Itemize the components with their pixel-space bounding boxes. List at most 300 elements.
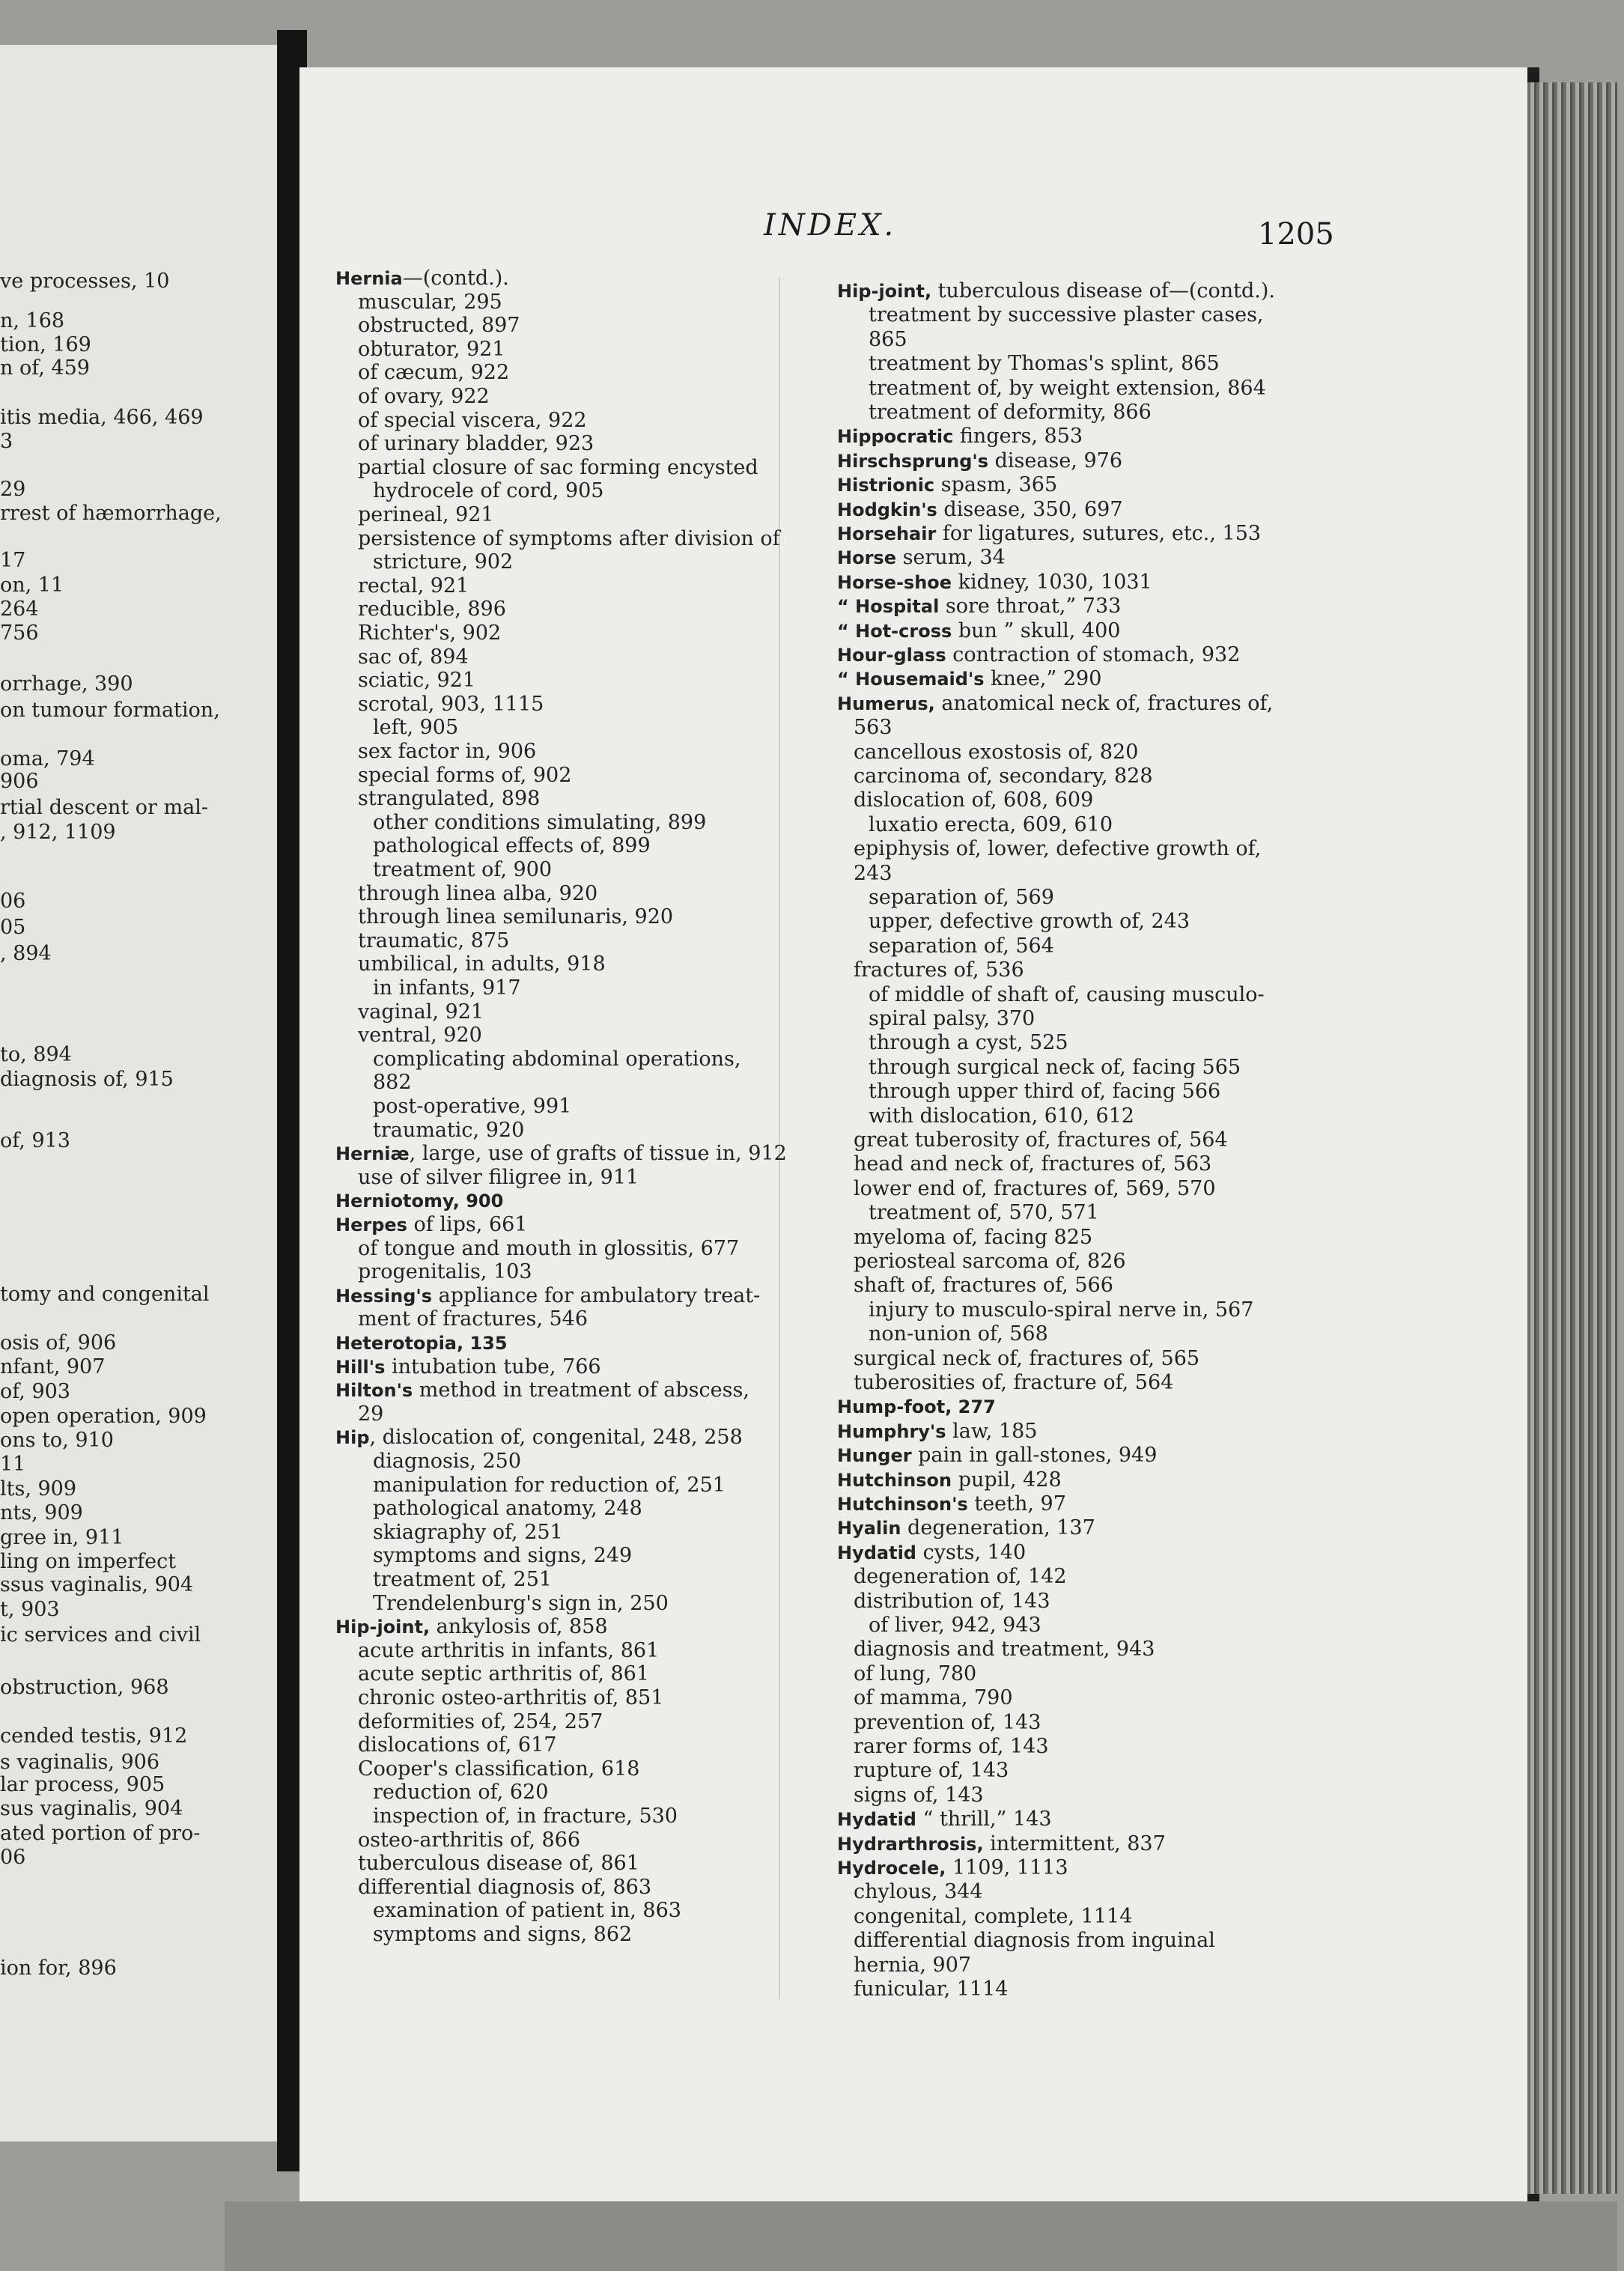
- index-subentry: [869, 1106, 1134, 1126]
- entry-text: pain in gall-stones, 949: [911, 1444, 1158, 1468]
- index-subentry: [854, 1712, 1041, 1733]
- entry-text: separation of, 564: [869, 934, 1054, 958]
- entry-text: perineal, 921: [358, 503, 494, 526]
- index-subentry: [358, 362, 509, 383]
- index-subentry: [869, 1009, 1035, 1029]
- left-page-line: ve processes, 10: [0, 270, 170, 293]
- entry-text: head and neck of, fractures of, 563: [854, 1152, 1212, 1176]
- index-subentry: [358, 410, 587, 431]
- entry-text: obturator, 921: [358, 337, 505, 361]
- index-headword-entry: [837, 669, 1101, 689]
- entry-text: sac of, 894: [358, 645, 469, 669]
- index-subentry: [869, 1615, 1041, 1635]
- entry-text: rarer forms of, 143: [854, 1735, 1049, 1758]
- index-subentry: [869, 353, 1220, 374]
- index-subentry: [854, 1688, 1013, 1708]
- entry-text: complicating abdominal operations,: [373, 1047, 741, 1071]
- entry-text: reducible, 896: [358, 598, 506, 621]
- entry-text: acute arthritis in infants, 861: [358, 1638, 660, 1662]
- index-subentry: [358, 1262, 532, 1282]
- entry-text: through upper third of, facing 566: [869, 1080, 1221, 1104]
- entry-text: muscular, 295: [358, 290, 502, 314]
- index-subentry: [373, 1569, 552, 1590]
- headword: Hernia: [335, 268, 403, 289]
- headword: Humerus,: [837, 693, 935, 714]
- left-page-line: sus vaginalis, 904: [0, 1797, 183, 1820]
- index-subentry: [358, 457, 758, 478]
- left-page-line: of, 913: [0, 1129, 70, 1152]
- entry-text: fingers, 853: [953, 425, 1083, 449]
- entry-text: of lung, 780: [854, 1662, 977, 1685]
- left-page-line: on tumour formation,: [0, 699, 220, 722]
- index-subentry: [854, 1979, 1008, 1999]
- index-headword-entry: [335, 1143, 787, 1164]
- headword: Hip-joint,: [335, 1617, 431, 1638]
- entry-text: 29: [358, 1402, 384, 1426]
- entry-text: dislocation of, 608, 609: [854, 788, 1094, 812]
- entry-text: serum, 34: [895, 546, 1006, 570]
- entry-text: rectal, 921: [358, 574, 469, 598]
- index-subentry: [854, 1638, 1155, 1662]
- entry-text: cancellous exostosis of, 820: [854, 740, 1139, 764]
- entry-text: Cooper's classification, 618: [358, 1757, 640, 1781]
- headword: Hydatid: [837, 1809, 916, 1831]
- index-headword-entry: [837, 1421, 1037, 1441]
- left-page-line: tomy and congenital: [0, 1283, 210, 1306]
- headword: Hessing's: [335, 1285, 433, 1307]
- index-subentry: [373, 1545, 632, 1566]
- index-subentry: [854, 1664, 976, 1684]
- left-page-line: ated portion of pro-: [0, 1822, 201, 1845]
- index-subentry: [358, 1238, 739, 1259]
- entry-text: upper, defective growth of, 243: [869, 910, 1190, 934]
- entry-text: through linea alba, 920: [358, 881, 598, 905]
- entry-text: manipulation for reduction of, 251: [373, 1473, 726, 1497]
- index-headword-entry: [837, 1858, 1068, 1878]
- index-headword-entry: [837, 499, 1123, 520]
- entry-text: treatment of, 251: [373, 1568, 553, 1591]
- entry-text: appliance for ambulatory treat-: [432, 1283, 761, 1307]
- left-page-line: , 894: [0, 942, 52, 965]
- entry-text: treatment of, 900: [373, 858, 553, 881]
- entry-text: in infants, 917: [373, 976, 521, 1000]
- index-subentry: [854, 717, 892, 738]
- index-subentry: [373, 978, 521, 998]
- headword: Hodgkin's: [837, 499, 937, 520]
- entry-text: acute septic arthritis of, 861: [358, 1662, 650, 1686]
- index-headword-entry: [837, 1831, 1166, 1855]
- entry-text: signs of, 143: [854, 1783, 984, 1807]
- index-headword-entry: [335, 1191, 503, 1211]
- headword: Heterotopia, 135: [335, 1333, 508, 1354]
- entry-text: Trendelenburg's sign in, 250: [373, 1591, 669, 1615]
- entry-text: treatment of deformity, 866: [869, 401, 1152, 424]
- left-page-line: to, 894: [0, 1043, 72, 1066]
- entry-text: 882: [373, 1071, 412, 1095]
- entry-text: through surgical neck of, facing 565: [869, 1055, 1241, 1079]
- index-subentry: [869, 887, 1054, 908]
- entry-text: teeth, 97: [967, 1492, 1066, 1515]
- left-page-line: 756: [0, 621, 39, 645]
- headword: Hutchinson: [837, 1469, 952, 1491]
- index-subentry: [854, 1930, 1215, 1951]
- left-page-line: t, 903: [0, 1598, 60, 1621]
- index-headword-entry: [837, 1518, 1095, 1538]
- index-headword-entry: [837, 1444, 1158, 1468]
- index-subentry: [358, 928, 510, 952]
- entry-text: hernia, 907: [854, 1953, 972, 1977]
- headword: Herniotomy, 900: [335, 1191, 504, 1212]
- index-subentry: [854, 1591, 1050, 1611]
- left-page-line: obstruction, 968: [0, 1676, 169, 1699]
- index-subentry: [869, 936, 1054, 956]
- index-subentry: [854, 1346, 1200, 1370]
- index-subentry: [373, 1497, 642, 1521]
- index-subentry: [373, 1071, 412, 1095]
- headword: Hydrocele,: [837, 1858, 946, 1879]
- headword: Hyalin: [837, 1518, 901, 1539]
- left-page-line: 06: [0, 890, 26, 913]
- index-subentry: [869, 1324, 1048, 1344]
- index-headword-entry: [837, 1396, 996, 1417]
- index-headword-entry: [837, 1470, 1062, 1490]
- index-subentry: [373, 1475, 726, 1495]
- index-subentry: [373, 1120, 524, 1140]
- entry-text: umbilical, in adults, 918: [358, 952, 606, 976]
- index-subentry: [358, 1664, 649, 1684]
- entry-text: “ thrill,” 143: [916, 1808, 1052, 1831]
- index-subentry: [869, 378, 1266, 398]
- left-page-line: oma, 794: [0, 747, 95, 770]
- index-subentry: [869, 305, 1264, 325]
- entry-text: vaginal, 921: [358, 1000, 484, 1024]
- index-subentry: [358, 1167, 639, 1188]
- index-subentry: [358, 1735, 556, 1755]
- index-subentry: [358, 881, 598, 905]
- index-headword-entry: [837, 618, 1121, 642]
- index-subentry: [358, 314, 520, 338]
- entry-text: for ligatures, sutures, etc., 153: [936, 522, 1262, 545]
- left-page-line: orrhage, 390: [0, 672, 133, 696]
- entry-text: 243: [854, 861, 892, 885]
- entry-text: chronic osteo-arthritis of, 851: [358, 1686, 664, 1709]
- entry-text: separation of, 569: [869, 886, 1054, 909]
- page-edges: [1527, 82, 1617, 2194]
- headword: Hirschsprung's: [837, 450, 989, 472]
- entry-text: , large, use of grafts of tissue in, 912: [409, 1142, 787, 1166]
- index-subentry: [854, 1760, 1009, 1781]
- index-subentry: [358, 434, 594, 454]
- index-subentry: [854, 863, 892, 884]
- left-page-line: lts, 909: [0, 1477, 77, 1501]
- entry-text: epiphysis of, lower, defective growth of,: [854, 837, 1262, 861]
- entry-text: degeneration of, 142: [854, 1565, 1067, 1589]
- entry-text: lower end of, fractures of, 569, 570: [854, 1176, 1216, 1200]
- left-page-line: on, 11: [0, 574, 64, 597]
- left-page-line: 3: [0, 430, 13, 453]
- entry-text: other conditions simulating, 899: [373, 810, 707, 834]
- entry-text: reduction of, 620: [373, 1781, 549, 1805]
- left-page-line: cended testis, 912: [0, 1724, 188, 1748]
- entry-text: of middle of shaft of, causing musculo-: [869, 982, 1265, 1006]
- entry-text: 1109, 1113: [946, 1856, 1068, 1879]
- index-headword-entry: [837, 1542, 1026, 1563]
- entry-text: symptoms and signs, 249: [373, 1544, 633, 1568]
- index-headword-entry: [837, 475, 1057, 495]
- index-subentry: [358, 599, 506, 619]
- entry-text: differential diagnosis from inguinal: [854, 1929, 1215, 1953]
- entry-text: spasm, 365: [934, 473, 1058, 497]
- entry-text: pathological effects of, 899: [373, 834, 651, 858]
- entry-text: contraction of stomach, 932: [946, 643, 1241, 666]
- index-subentry: [358, 1852, 639, 1876]
- left-page-line: diagnosis of, 915: [0, 1068, 174, 1091]
- index-headword-entry: [335, 1426, 743, 1450]
- headword: Horsehair: [837, 523, 937, 544]
- entry-text: progenitalis, 103: [358, 1260, 532, 1284]
- headword: “ Hot-cross: [837, 620, 952, 642]
- entry-text: distribution of, 143: [854, 1589, 1050, 1613]
- entry-text: of lips, 661: [407, 1213, 528, 1236]
- index-subentry: [854, 1882, 983, 1902]
- index-subentry: [358, 623, 501, 643]
- left-page-line: n, 168: [0, 309, 65, 332]
- entry-text: ankylosis of, 858: [430, 1615, 608, 1639]
- headword: Histrionic: [837, 475, 935, 496]
- index-subentry: [373, 1900, 681, 1921]
- entry-text: disease, 350, 697: [937, 497, 1123, 521]
- entry-text: tuberculous disease of—(contd.).: [931, 279, 1275, 303]
- entry-text: treatment of, 570, 571: [869, 1201, 1099, 1225]
- entry-text: treatment by Thomas's splint, 865: [869, 352, 1220, 376]
- index-subentry: [854, 1176, 1216, 1200]
- entry-text: surgical neck of, fractures of, 565: [854, 1346, 1200, 1370]
- headword: Herniæ: [335, 1143, 410, 1165]
- entry-text: funicular, 1114: [854, 1977, 1009, 2001]
- index-subentry: [373, 1593, 669, 1614]
- index-subentry: [373, 812, 706, 833]
- entry-text: partial closure of sac forming encysted: [358, 455, 758, 479]
- entry-text: spiral palsy, 370: [869, 1007, 1035, 1030]
- entry-text: sex factor in, 906: [358, 740, 537, 763]
- entry-text: treatment by successive plaster cases,: [869, 303, 1264, 327]
- index-subentry: [358, 765, 571, 785]
- entry-text: pupil, 428: [952, 1468, 1062, 1492]
- left-page-line: ling on imperfect: [0, 1550, 177, 1573]
- left-page-line: nts, 909: [0, 1501, 83, 1524]
- left-page-line: ssus vaginalis, 904: [0, 1573, 194, 1596]
- headword: Hip-joint,: [837, 281, 932, 302]
- entry-text: of cæcum, 922: [358, 361, 510, 385]
- index-subentry: [358, 576, 469, 596]
- entry-text: intubation tube, 766: [385, 1355, 601, 1378]
- index-subentry: [869, 1080, 1221, 1104]
- entry-text: , dislocation of, congenital, 248, 258: [369, 1426, 743, 1450]
- entry-text: carcinoma of, secondary, 828: [854, 764, 1153, 788]
- index-headword-entry: [837, 693, 1273, 714]
- index-headword-entry: [335, 1283, 761, 1307]
- left-page-line: n of, 459: [0, 356, 90, 380]
- left-page-line: 11: [0, 1453, 26, 1476]
- entry-text: strangulated, 898: [358, 787, 541, 811]
- index-subentry: [854, 790, 1093, 810]
- headword: Hour-glass: [837, 645, 946, 666]
- left-page-line: s vaginalis, 906: [0, 1751, 160, 1774]
- index-subentry: [854, 742, 1138, 762]
- headword: Humphry's: [837, 1420, 946, 1442]
- entry-text: knee,” 290: [984, 667, 1102, 691]
- index-headword-entry: [335, 268, 509, 288]
- index-subentry: [869, 982, 1265, 1006]
- entry-text: congenital, complete, 1114: [854, 1904, 1133, 1928]
- left-page-line: 06: [0, 1846, 26, 1869]
- left-page-line: rtial descent or mal-: [0, 796, 208, 819]
- index-subentry: [854, 839, 1261, 859]
- entry-text: degeneration, 137: [901, 1516, 1095, 1540]
- index-subentry: [869, 1300, 1253, 1320]
- entry-text: tuberosities of, fracture of, 564: [854, 1371, 1174, 1394]
- headword: “ Housemaid's: [837, 669, 985, 690]
- index-subentry: [373, 1049, 740, 1069]
- entry-text: rupture of, 143: [854, 1759, 1009, 1783]
- index-subentry: [358, 526, 780, 550]
- entry-text: luxatio erecta, 609, 610: [869, 812, 1113, 836]
- index-headword-entry: [335, 1380, 749, 1400]
- index-subentry: [358, 1877, 651, 1897]
- entry-text: intermittent, 837: [983, 1831, 1166, 1855]
- left-page-line: rrest of hæmorrhage,: [0, 502, 222, 525]
- index-subentry: [854, 1736, 1049, 1757]
- page-title: INDEX.: [764, 208, 897, 243]
- index-headword-entry: [335, 1617, 608, 1637]
- index-subentry: [869, 1057, 1241, 1077]
- left-page-line: 264: [0, 598, 39, 621]
- entry-text: through a cyst, 525: [869, 1031, 1068, 1055]
- entry-text: of urinary bladder, 923: [358, 432, 594, 456]
- entry-text: Richter's, 902: [358, 621, 502, 645]
- headword: Hill's: [335, 1356, 386, 1378]
- index-subentry: [358, 1830, 580, 1850]
- index-subentry: [854, 1154, 1211, 1174]
- entry-text: persistence of symptoms after division of: [358, 526, 780, 550]
- index-headword-entry: [837, 596, 1121, 616]
- entry-text: ventral, 920: [358, 1024, 482, 1048]
- entry-text: fractures of, 536: [854, 958, 1024, 982]
- index-subentry: [358, 1638, 660, 1662]
- entry-text: deformities of, 254, 257: [358, 1709, 603, 1733]
- index-subentry: [854, 960, 1024, 980]
- index-subentry: [854, 1130, 1228, 1150]
- left-page-line: ic services and civil: [0, 1623, 201, 1647]
- index-subentry: [869, 1033, 1068, 1053]
- index-subentry: [854, 1251, 1126, 1271]
- entry-text: kidney, 1030, 1031: [952, 570, 1152, 594]
- index-headword-entry: [837, 1809, 1052, 1829]
- entry-text: 563: [854, 716, 892, 740]
- index-subentry: [869, 812, 1113, 836]
- index-subentry: [854, 1274, 1113, 1298]
- entry-text: tuberculous disease of, 861: [358, 1852, 639, 1876]
- entry-text: great tuberosity of, fractures of, 564: [854, 1128, 1228, 1152]
- index-subentry: [358, 907, 673, 927]
- index-subentry: [373, 1096, 571, 1116]
- headword: Hydatid: [837, 1542, 916, 1563]
- entry-text: traumatic, 920: [373, 1118, 525, 1142]
- index-subentry: [373, 1781, 549, 1805]
- headword: Horse-shoe: [837, 571, 952, 593]
- index-subentry: [854, 1372, 1173, 1393]
- index-subentry: [358, 1709, 603, 1733]
- entry-text: 865: [869, 327, 907, 351]
- entry-text: through linea semilunaris, 920: [358, 905, 674, 929]
- index-subentry: [869, 1203, 1099, 1223]
- left-page-line: gree in, 911: [0, 1526, 124, 1549]
- entry-text: diagnosis and treatment, 943: [854, 1638, 1155, 1662]
- index-subentry: [854, 766, 1153, 786]
- entry-text: bun ” skull, 400: [952, 618, 1121, 642]
- left-page-line: tion, 169: [0, 333, 91, 356]
- left-page-line: 29: [0, 478, 26, 501]
- entry-text: symptoms and signs, 862: [373, 1923, 633, 1946]
- entry-text: traumatic, 875: [358, 928, 510, 952]
- entry-text: non-union of, 568: [869, 1322, 1048, 1346]
- headword: Hilton's: [335, 1380, 413, 1402]
- index-subentry: [358, 694, 544, 714]
- left-page-line: 17: [0, 549, 26, 572]
- index-subentry: [358, 1688, 663, 1708]
- entry-text: inspection of, in fracture, 530: [373, 1805, 678, 1828]
- index-subentry: [358, 1404, 383, 1424]
- entry-text: shaft of, fractures of, 566: [854, 1274, 1113, 1298]
- index-headword-entry: [837, 451, 1122, 471]
- index-headword-entry: [335, 1333, 508, 1353]
- index-subentry: [869, 329, 907, 350]
- headword: Hunger: [837, 1445, 912, 1467]
- index-subentry: [358, 1309, 588, 1329]
- entry-text: cysts, 140: [916, 1540, 1027, 1564]
- entry-text: myeloma of, facing 825: [854, 1225, 1093, 1249]
- entry-text: osteo-arthritis of, 866: [358, 1828, 581, 1852]
- index-subentry: [358, 1024, 482, 1048]
- entry-text: of tongue and mouth in glossitis, 677: [358, 1236, 740, 1260]
- headword: Horse: [837, 547, 896, 569]
- index-subentry: [373, 1451, 521, 1471]
- left-page-line: 906: [0, 770, 39, 793]
- entry-text: treatment of, by weight extension, 864: [869, 376, 1266, 400]
- left-page-line: ons to, 910: [0, 1429, 114, 1452]
- entry-text: diagnosis, 250: [373, 1450, 521, 1473]
- entry-text: examination of patient in, 863: [373, 1899, 681, 1923]
- entry-text: disease, 976: [988, 449, 1122, 472]
- entry-text: ment of fractures, 546: [358, 1307, 589, 1331]
- index-subentry: [373, 1806, 678, 1826]
- left-page-line: of, 903: [0, 1380, 70, 1403]
- entry-text: obstructed, 897: [358, 314, 520, 338]
- entry-text: —(contd.).: [402, 267, 509, 290]
- index-subentry: [854, 1906, 1132, 1927]
- index-subentry: [854, 1566, 1067, 1587]
- bottom-shadow: [225, 2201, 1617, 2271]
- entry-text: of ovary, 922: [358, 385, 490, 408]
- index-subentry: [373, 552, 513, 572]
- entry-text: prevention of, 143: [854, 1710, 1041, 1734]
- index-headword-entry: [335, 1214, 527, 1235]
- entry-text: method in treatment of abscess,: [413, 1378, 749, 1402]
- entry-text: hydrocele of cord, 905: [373, 479, 604, 503]
- left-page-line: 05: [0, 916, 26, 939]
- index-headword-entry: [837, 425, 1083, 449]
- entry-text: chylous, 344: [854, 1880, 983, 1904]
